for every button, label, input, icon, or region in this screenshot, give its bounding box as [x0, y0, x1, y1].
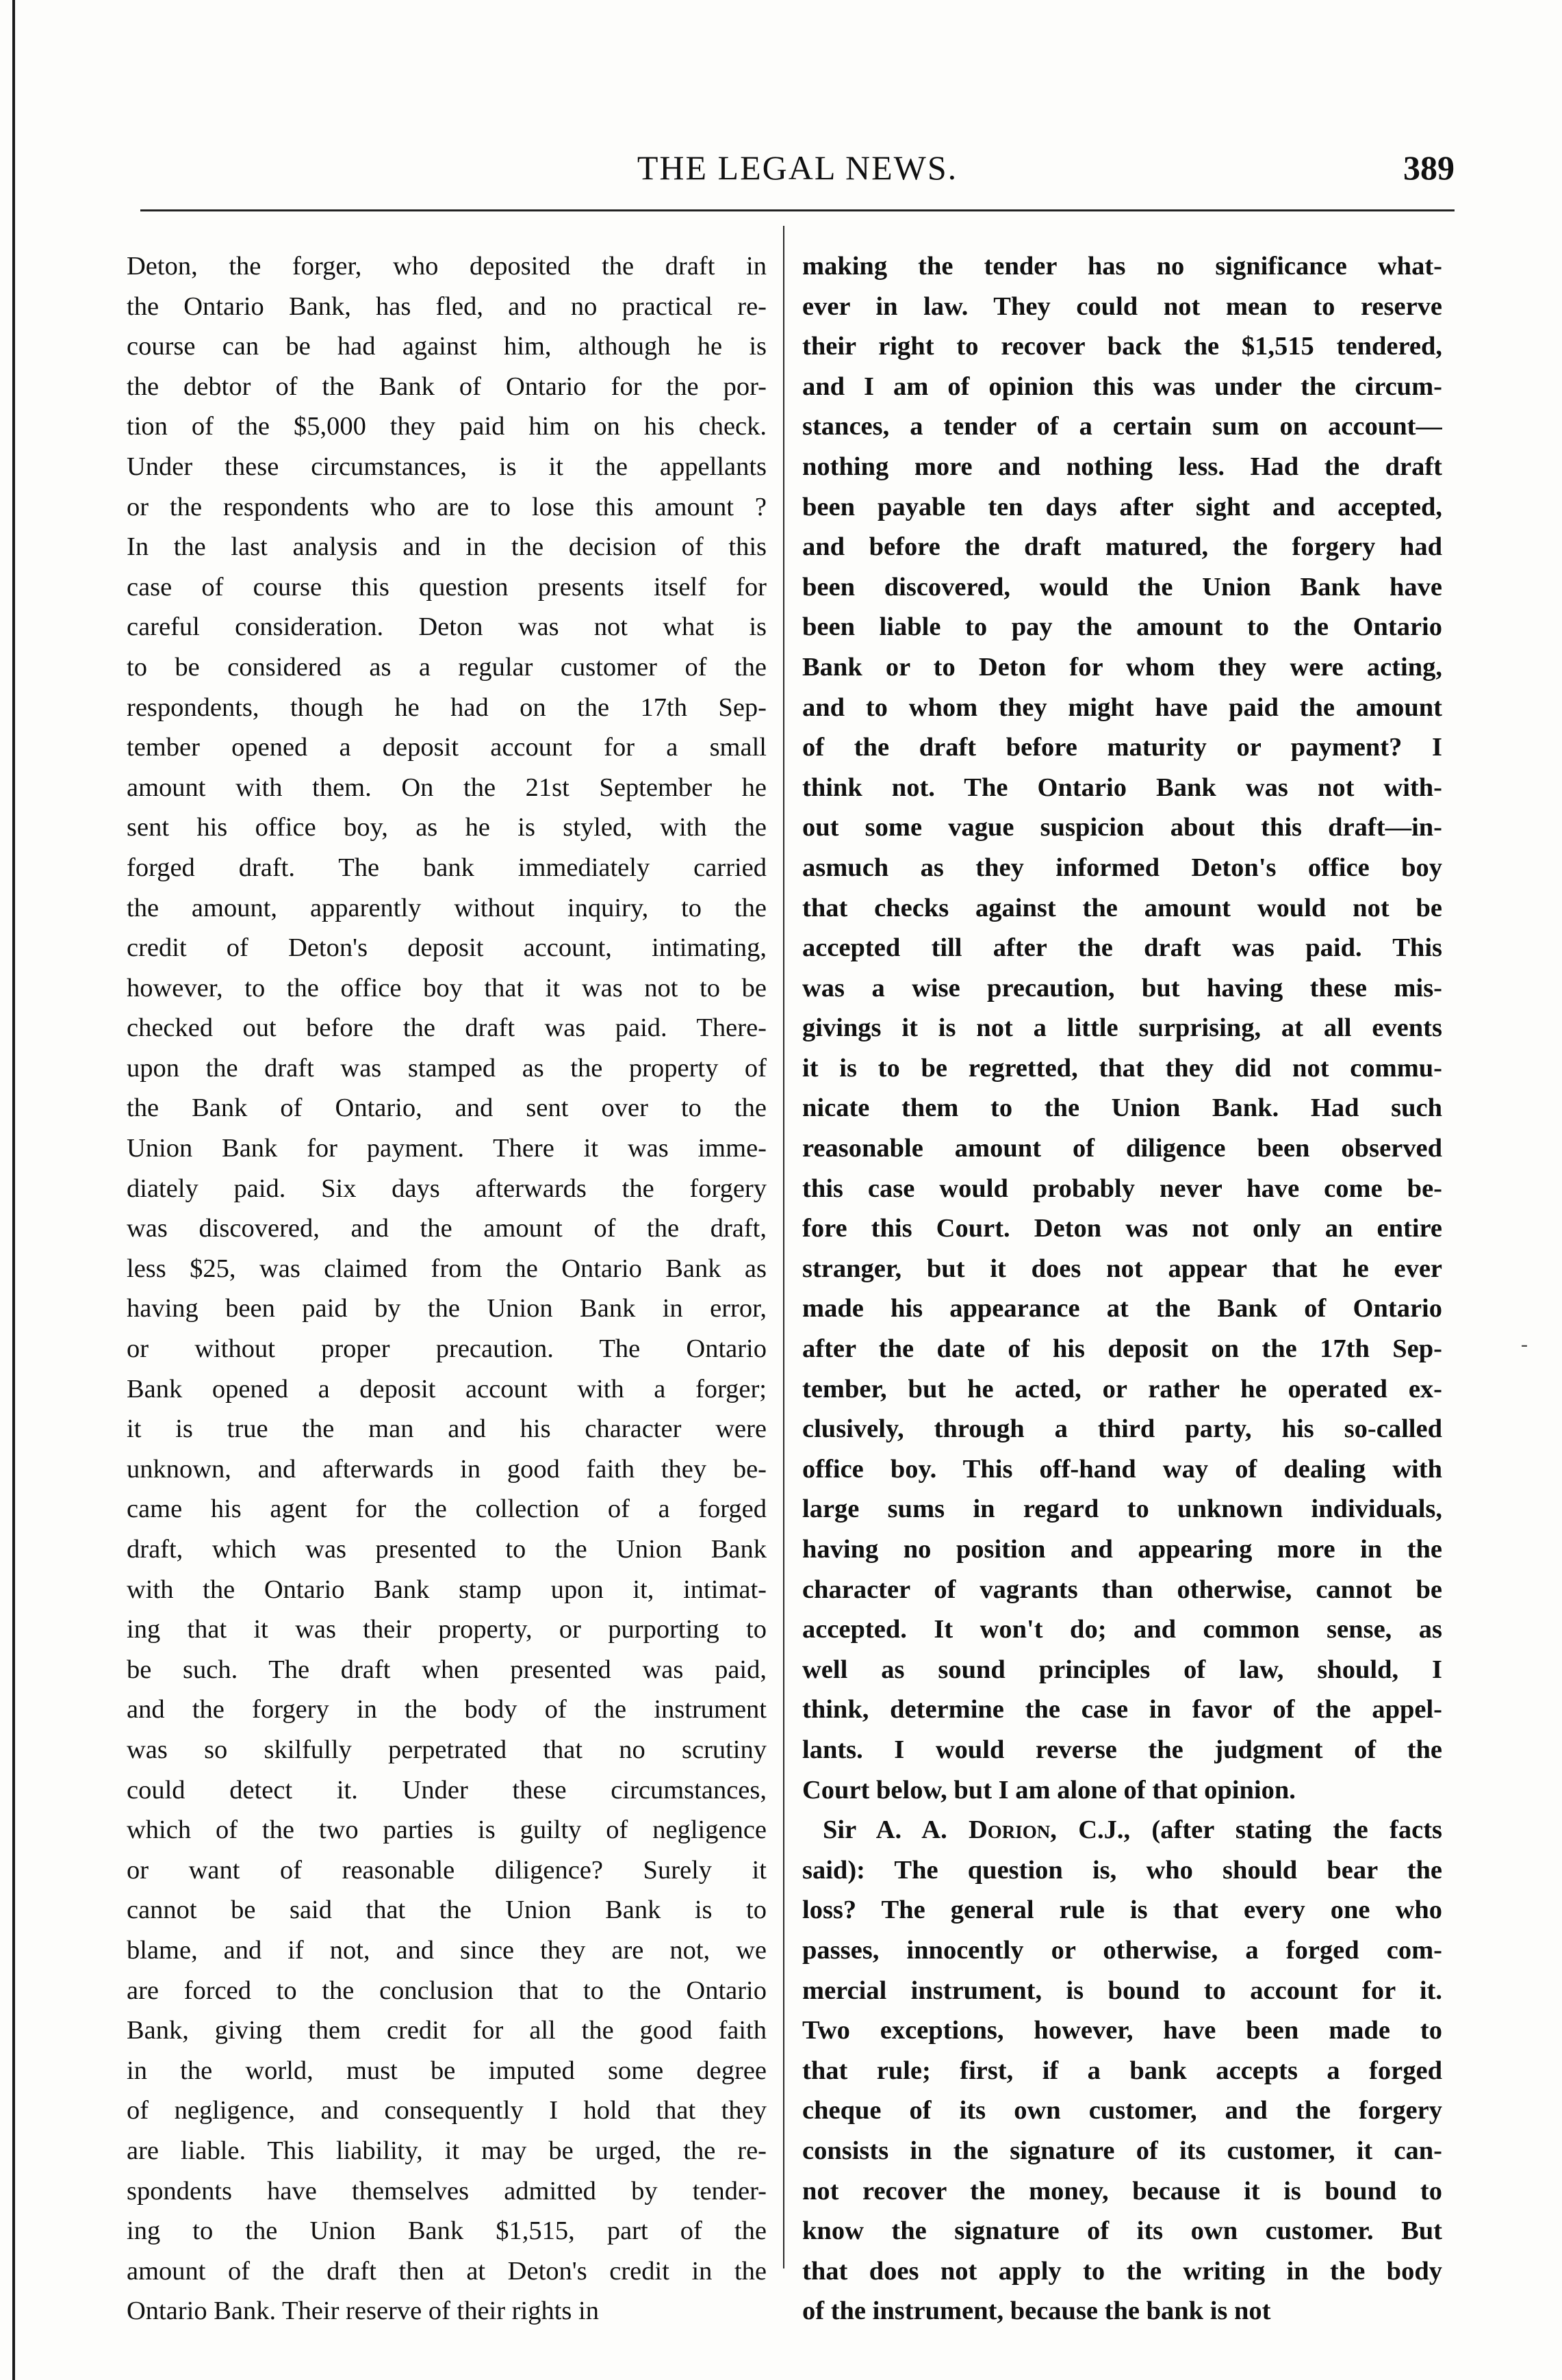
text-line: blame, and if not, and since they are not, we — [127, 1935, 767, 1965]
text-line: fore this Court. Deton was not only an entire — [802, 1214, 1442, 1243]
paragraph-dorion-opinion — [802, 1810, 1442, 2331]
text-line: and the forgery in the body of the instrument — [127, 1695, 767, 1724]
text-line: came his agent for the collection of a forged — [127, 1495, 767, 1524]
text-line: and before the draft matured, the forgery had — [802, 532, 1442, 562]
text-line: said): The question is, who should bear the — [802, 1855, 1442, 1885]
text-line: this case would probably never have come be- — [802, 1174, 1442, 1203]
text-line: or without proper precaution. The Ontario — [127, 1334, 767, 1364]
speaker-prefix: Sir A. A. — [823, 1815, 969, 1845]
text-line: givings it is not a little surprising, at all events — [802, 1013, 1442, 1043]
text-line: having no position and appearing more in the — [802, 1535, 1442, 1564]
text-line: after the date of his deposit on the 17th Sep- — [802, 1334, 1442, 1364]
text-line: checked out before the draft was paid. There- — [127, 1013, 767, 1043]
text-line: that rule; first, if a bank accepts a forged — [802, 2056, 1442, 2085]
text-line: unknown, and afterwards in good faith they be- — [127, 1454, 767, 1484]
text-line: was discovered, and the amount of the draft, — [127, 1214, 767, 1243]
text-line: lants. I would reverse the judgment of the — [802, 1735, 1442, 1764]
running-title: THE LEGAL NEWS. — [637, 148, 958, 187]
text-line: accepted. It won't do; and common sense, as — [802, 1615, 1442, 1644]
page-number: 389 — [1403, 148, 1455, 187]
text-line: clusively, through a third party, his so-called — [802, 1414, 1442, 1444]
text-line: with the Ontario Bank stamp upon it, intimat- — [127, 1575, 767, 1604]
text-line: nicate them to the Union Bank. Had such — [802, 1094, 1442, 1123]
text-line: the amount, apparently without inquiry, to the — [127, 893, 767, 922]
text-line: less $25, was claimed from the Ontario Bank as — [127, 1254, 767, 1283]
text-line: spondents have themselves admitted by tender- — [127, 2176, 767, 2206]
text-line: mercial instrument, is bound to account for it. — [802, 1976, 1442, 2005]
text-line: or the respondents who are to lose this amount ? — [127, 492, 767, 521]
text-line: amount of the draft then at Deton's credit in the — [127, 2256, 767, 2286]
text-line: think, determine the case in favor of the appel- — [802, 1695, 1442, 1724]
text-line: Union Bank for payment. There it was imme- — [127, 1134, 767, 1163]
text-line: large sums in regard to unknown individuals, — [802, 1495, 1442, 1524]
text-line: loss? The general rule is that every one who — [802, 1896, 1442, 1925]
text-line: upon the draft was stamped as the property of — [127, 1053, 767, 1083]
page-header — [140, 147, 1455, 202]
text-line: Deton, the forger, who deposited the draft in — [127, 252, 767, 281]
text-line: be such. The draft when presented was paid, — [127, 1655, 767, 1684]
speaker-suffix: , C.J., (after stating the facts — [1050, 1815, 1442, 1845]
text-line: stances, a tender of a certain sum on account— — [802, 412, 1442, 441]
text-line: was a wise precaution, but having these mis- — [802, 973, 1442, 1003]
text-line: are forced to the conclusion that to the Ontario — [127, 1976, 767, 2005]
text-line: think not. The Ontario Bank was not with- — [802, 773, 1442, 802]
text-line: stranger, but it does not appear that he ever — [802, 1254, 1442, 1283]
right-column — [802, 246, 1442, 2331]
text-line: it is true the man and his character were — [127, 1414, 767, 1444]
text-line: cheque of its own customer, and the forgery — [802, 2096, 1442, 2125]
text-line: In the last analysis and in the decision of this — [127, 532, 767, 562]
text-line: to be considered as a regular customer of the — [127, 652, 767, 682]
text-line: reasonable amount of diligence been observed — [802, 1134, 1442, 1163]
text-line: ever in law. They could not mean to reserve — [802, 292, 1442, 321]
text-line: Bank opened a deposit account with a forger; — [127, 1374, 767, 1404]
text-line: well as sound principles of law, should, I — [802, 1655, 1442, 1684]
text-line: passes, innocently or otherwise, a forged com- — [802, 1935, 1442, 1965]
text-line: diately paid. Six days afterwards the forgery — [127, 1174, 767, 1203]
text-line: tion of the $5,000 they paid him on his check. — [127, 412, 767, 441]
text-line: sent his office boy, as he is styled, with the — [127, 813, 767, 842]
text-line: asmuch as they informed Deton's office boy — [802, 853, 1442, 882]
text-line: Under these circumstances, is it the appellants — [127, 452, 767, 481]
text-line: it is to be regretted, that they did not commu- — [802, 1053, 1442, 1083]
text-line: Court below, but I am alone of that opinion. — [802, 1775, 1296, 1805]
text-line: Bank or to Deton for whom they were acting, — [802, 652, 1442, 682]
text-line: or want of reasonable diligence? Surely it — [127, 1855, 767, 1885]
text-line: careful consideration. Deton was not what is — [127, 612, 767, 642]
text-line: been payable ten days after sight and accepted, — [802, 492, 1442, 521]
text-line: however, to the office boy that it was not to be — [127, 973, 767, 1003]
text-line: know the signature of its own customer. But — [802, 2216, 1442, 2246]
text-line: credit of Deton's deposit account, intimating, — [127, 933, 767, 963]
text-line: accepted till after the draft was paid. This — [802, 933, 1442, 963]
text-line: having been paid by the Union Bank in error, — [127, 1294, 767, 1323]
column-divider — [783, 226, 784, 2268]
text-line: the Ontario Bank, has fled, and no practical re- — [127, 292, 767, 321]
text-line: been liable to pay the amount to the Ontario — [802, 612, 1442, 642]
text-line: which of the two parties is guilty of negligence — [127, 1815, 767, 1845]
text-line: amount with them. On the 21st September he — [127, 773, 767, 802]
text-line: Two exceptions, however, have been made to — [802, 2016, 1442, 2045]
text-line: that does not apply to the writing in the body — [802, 2256, 1442, 2286]
text-line: not recover the money, because it is bound to — [802, 2176, 1442, 2206]
text-line: that checks against the amount would not be — [802, 893, 1442, 922]
text-line: out some vague suspicion about this draft—in- — [802, 813, 1442, 842]
paragraph-opinion-continued — [802, 246, 1442, 1810]
text-line: Bank, giving them credit for all the good faith — [127, 2016, 767, 2045]
text-line: cannot be said that the Union Bank is to — [127, 1896, 767, 1925]
text-line: could detect it. Under these circumstances, — [127, 1775, 767, 1805]
text-line: case of course this question presents itself for — [127, 572, 767, 602]
text-line: forged draft. The bank immediately carried — [127, 853, 767, 882]
text-line: and to whom they might have paid the amount — [802, 693, 1442, 722]
text-line: made his appearance at the Bank of Ontario — [802, 1294, 1442, 1323]
text-line — [802, 1810, 1442, 1850]
text-line: of negligence, and consequently I hold that they — [127, 2096, 767, 2125]
text-line: Ontario Bank. Their reserve of their rights in — [127, 2297, 599, 2326]
text-line: character of vagrants than otherwise, cannot be — [802, 1575, 1442, 1604]
text-line: in the world, must be imputed some degree — [127, 2056, 767, 2085]
text-line: was so skilfully perpetrated that no scrutiny — [127, 1735, 767, 1764]
text-line: consists in the signature of its customer, it can- — [802, 2136, 1442, 2165]
text-line: are liable. This liability, it may be urged, the re- — [127, 2136, 767, 2165]
text-line: office boy. This off-hand way of dealing with — [802, 1454, 1442, 1484]
text-line: respondents, though he had on the 17th Sep- — [127, 693, 767, 722]
speaker-name: Dorion — [968, 1815, 1051, 1845]
text-line: been discovered, would the Union Bank have — [802, 572, 1442, 602]
text-line: making the tender has no significance what- — [802, 252, 1442, 281]
text-line: ing to the Union Bank $1,515, part of the — [127, 2216, 767, 2246]
text-line: the Bank of Ontario, and sent over to the — [127, 1094, 767, 1123]
text-line: of the draft before maturity or payment? I — [802, 733, 1442, 762]
text-line: the debtor of the Bank of Ontario for the por- — [127, 372, 767, 401]
text-line: and I am of opinion this was under the circum- — [802, 372, 1442, 401]
text-line: draft, which was presented to the Union Bank — [127, 1535, 767, 1564]
left-column — [127, 246, 767, 2331]
header-rule — [140, 209, 1455, 211]
binding-edge — [12, 0, 15, 2380]
text-line: tember opened a deposit account for a small — [127, 733, 767, 762]
text-line: their right to recover back the $1,515 tendered, — [802, 332, 1442, 361]
text-line: course can be had against him, although he is — [127, 332, 767, 361]
text-line: nothing more and nothing less. Had the draft — [802, 452, 1442, 481]
margin-mark: ‐ — [1521, 1333, 1528, 1356]
text-line: tember, but he acted, or rather he operated ex- — [802, 1374, 1442, 1404]
text-line: of the instrument, because the bank is not — [802, 2297, 1271, 2326]
text-line: ing that it was their property, or purporting to — [127, 1615, 767, 1644]
